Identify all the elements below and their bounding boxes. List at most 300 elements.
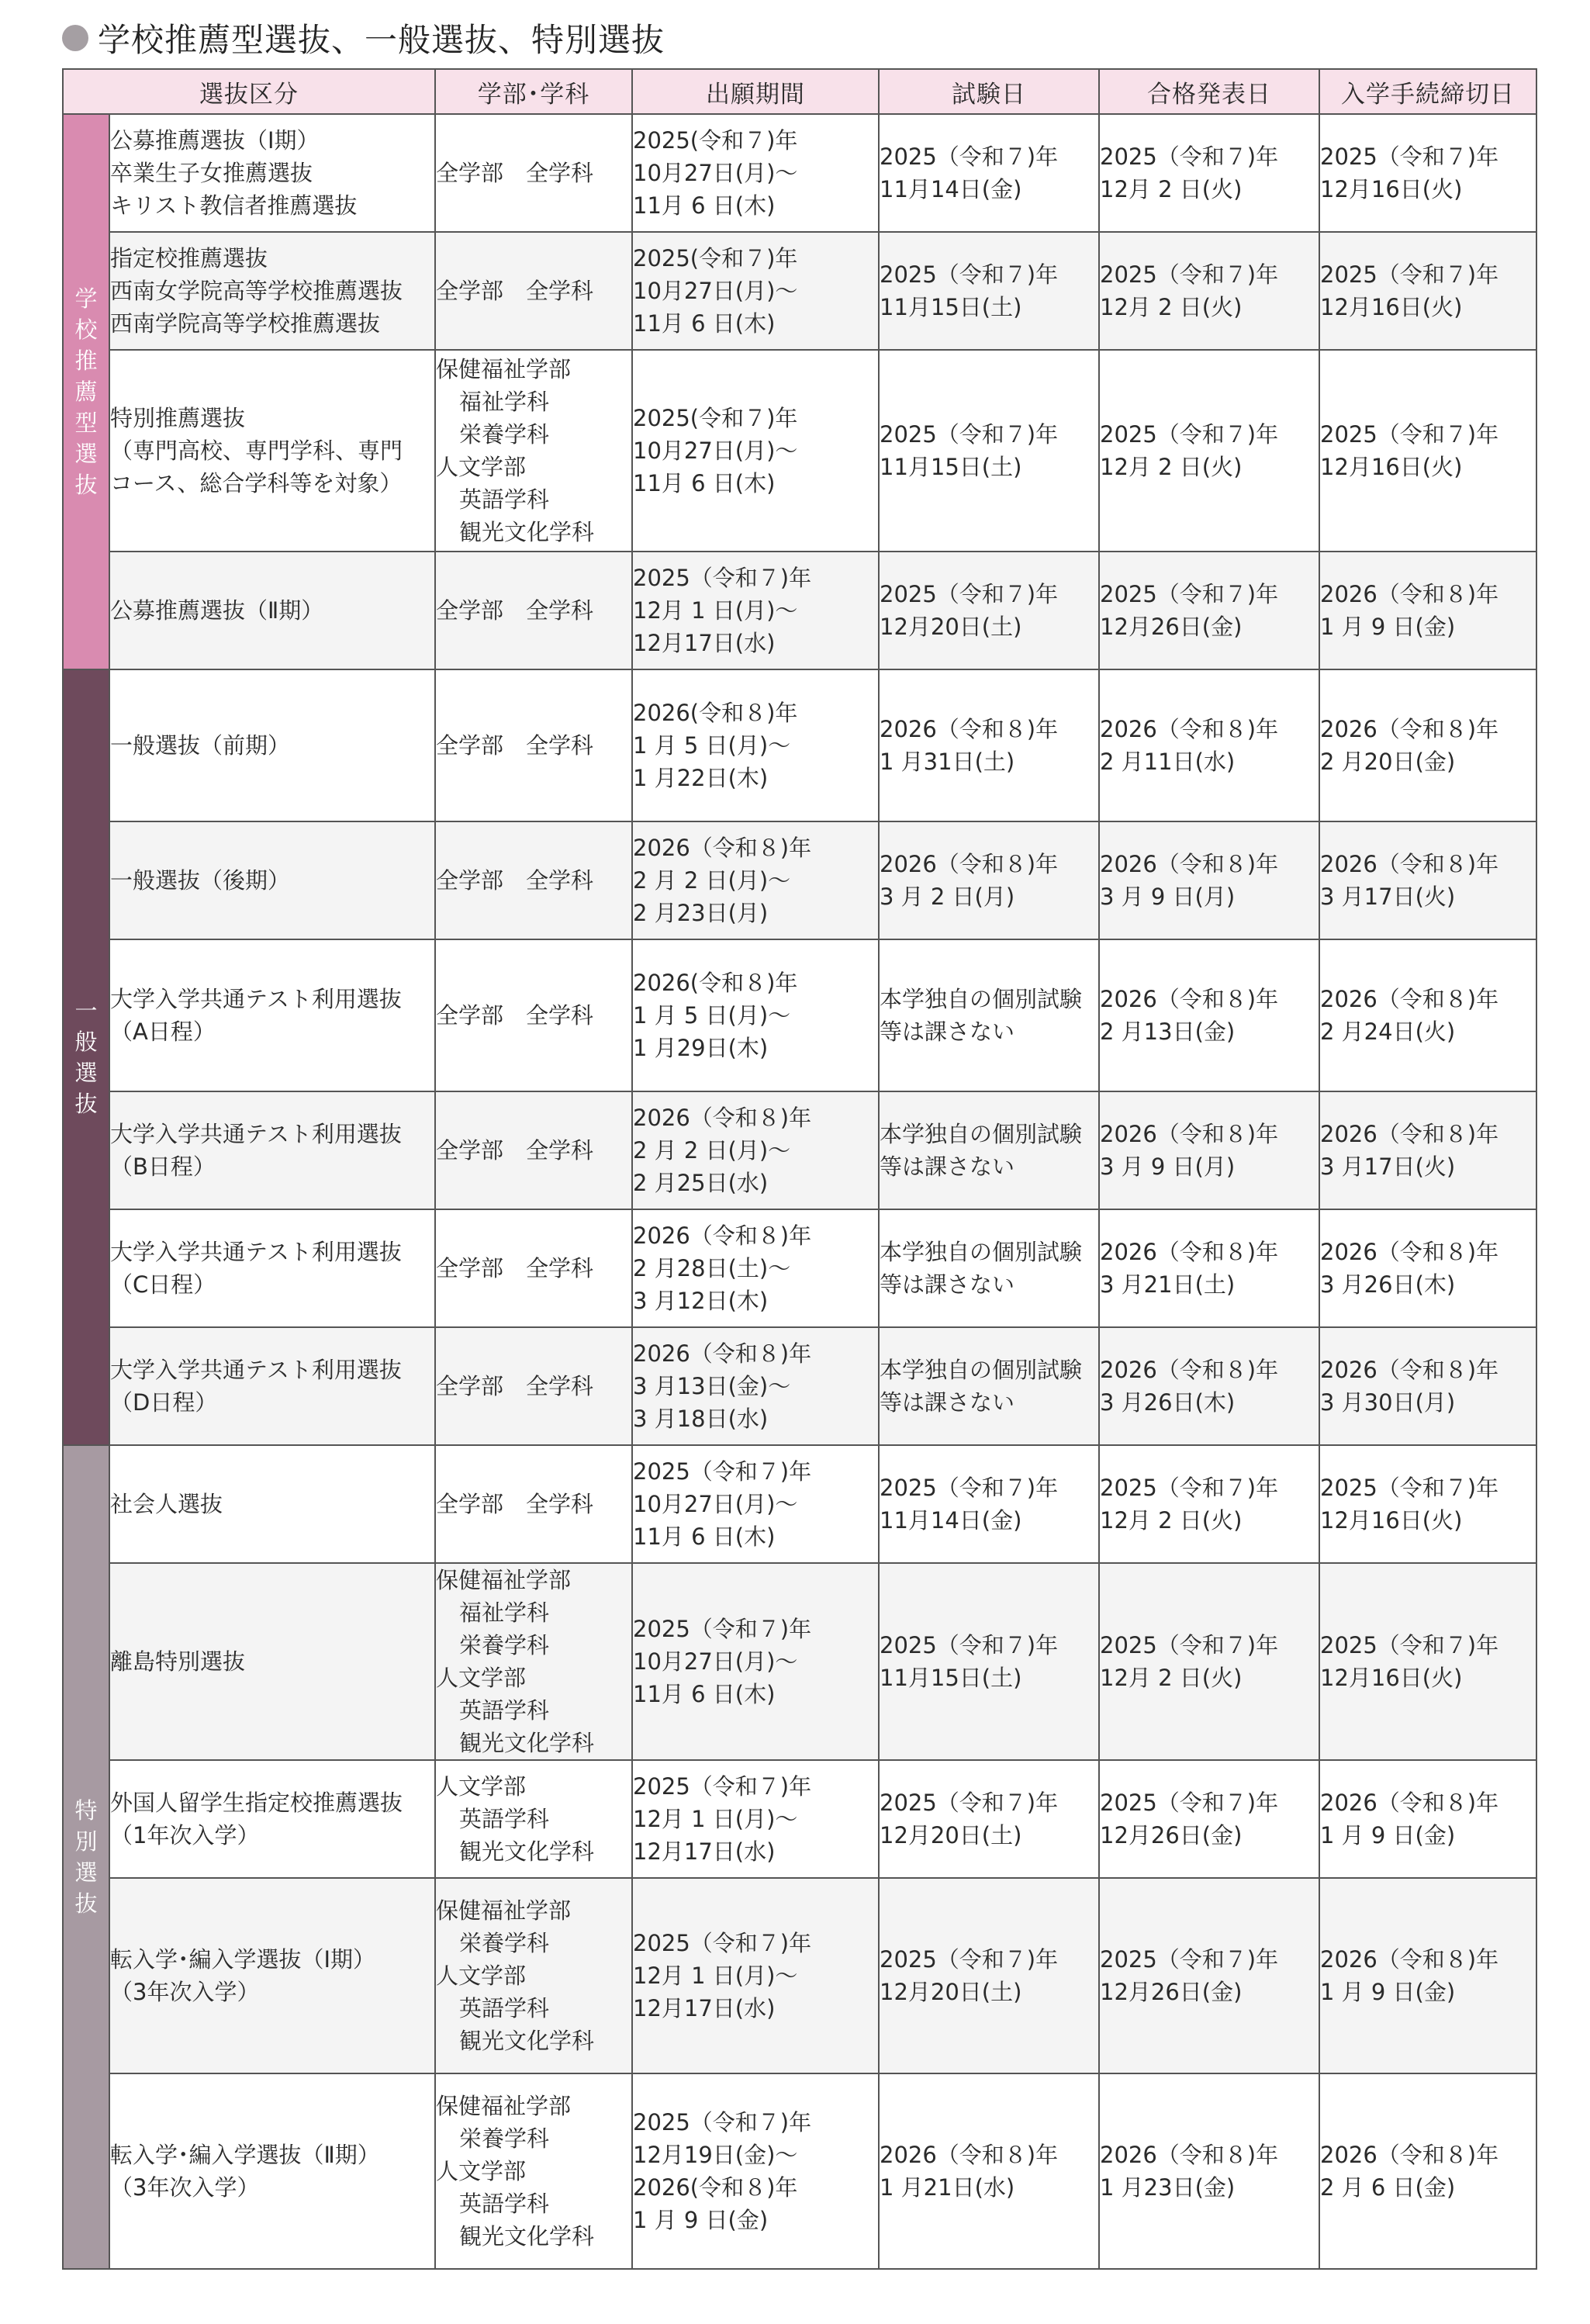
- cell-line: 保健福祉学部: [436, 1567, 572, 1593]
- cell-line: 2026(令和８)年: [633, 700, 798, 726]
- cell-line: 2025（令和７)年: [1100, 1475, 1279, 1501]
- enrollment-deadline-cell: [1319, 232, 1536, 350]
- application-period-cell: [632, 1878, 879, 2073]
- cell-line: 12月26日(金): [1100, 1822, 1243, 1848]
- application-period-cell: [632, 350, 879, 552]
- announcement-date-cell: [1099, 1563, 1319, 1760]
- cell-line: 2025（令和７)年: [633, 1930, 812, 1956]
- cell-line: 2025（令和７)年: [1320, 261, 1499, 288]
- cell-line: 12月 1 日(月)～: [633, 1963, 798, 1989]
- exam-date-cell: [879, 114, 1099, 232]
- cell-line: 2025（令和７)年: [1320, 421, 1499, 448]
- table-row: [63, 232, 1536, 350]
- exam-date-cell: [879, 1760, 1099, 1878]
- cell-line: 人文学部: [436, 2158, 527, 2184]
- cell-line: （3年次入学）: [110, 2174, 260, 2201]
- announcement-date-cell: [1099, 1445, 1319, 1563]
- cell-line: 保健福祉学部: [436, 356, 572, 382]
- table-row: [63, 1760, 1536, 1878]
- cell-line: 3 月 2 日(月): [880, 884, 1015, 910]
- cell-line: 観光文化学科: [459, 2223, 595, 2250]
- department-cell: [435, 1327, 632, 1445]
- page-title: [62, 11, 665, 65]
- announcement-date-cell: [1099, 114, 1319, 232]
- announcement-date-cell: [1099, 1878, 1319, 2073]
- department-cell: [435, 1760, 632, 1878]
- cell-line: 2025（令和７)年: [880, 1946, 1059, 1973]
- enrollment-deadline-cell: [1319, 552, 1536, 669]
- selection-name-cell: [109, 939, 435, 1091]
- cell-line: 公募推薦選抜（Ⅱ期）: [110, 597, 324, 624]
- cell-line: 人文学部: [436, 1963, 527, 1989]
- cell-line: 2026（令和８)年: [1320, 1121, 1499, 1147]
- selection-name-cell: [109, 350, 435, 552]
- cell-line: 2025（令和７)年: [633, 1616, 812, 1642]
- selection-name-cell: [109, 1327, 435, 1445]
- enrollment-deadline-cell: [1319, 114, 1536, 232]
- cell-line: 全学部 全学科: [436, 867, 594, 894]
- department-cell: [435, 939, 632, 1091]
- category-school: [63, 114, 109, 669]
- application-period-cell: [632, 1327, 879, 1445]
- cell-line: 2 月 2 日(月)～: [633, 867, 791, 894]
- cell-line: 外国人留学生指定校推薦選抜: [110, 1790, 403, 1816]
- cell-line: 2026（令和８)年: [1320, 1239, 1499, 1265]
- enrollment-deadline-cell: [1319, 821, 1536, 939]
- department-cell: [435, 114, 632, 232]
- cell-line: 2 月 6 日(金): [1320, 2174, 1456, 2201]
- cell-line: 保健福祉学部: [436, 2093, 572, 2119]
- exam-date-cell: [879, 552, 1099, 669]
- exam-date-cell: [879, 1091, 1099, 1209]
- header-announcement-date: 合格発表日: [1099, 69, 1319, 114]
- cell-line: 2026（令和８)年: [633, 1223, 812, 1249]
- cell-line: 特別推薦選抜: [110, 405, 246, 431]
- cell-line: 10月27日(月)～: [633, 160, 798, 186]
- application-period-cell: [632, 669, 879, 821]
- enrollment-deadline-cell: [1319, 1445, 1536, 1563]
- department-cell: [435, 1445, 632, 1563]
- cell-line: 3 月21日(土): [1100, 1271, 1236, 1298]
- application-period-cell: [632, 1209, 879, 1327]
- cell-line: 11月15日(土): [880, 1665, 1022, 1691]
- selection-name-cell: [109, 1878, 435, 2073]
- bullet-circle-icon: [62, 25, 88, 51]
- selection-name-cell: [109, 1209, 435, 1327]
- cell-line: 2026（令和８)年: [1100, 1357, 1279, 1383]
- cell-line: （C日程）: [110, 1271, 216, 1298]
- enrollment-deadline-cell: [1319, 669, 1536, 821]
- table-header-row: [63, 69, 1536, 114]
- cell-line: 2025（令和７)年: [1100, 1632, 1279, 1658]
- cell-line: 2026（令和８)年: [1320, 1790, 1499, 1816]
- enrollment-deadline-cell: [1319, 1209, 1536, 1327]
- cell-line: 全学部 全学科: [436, 278, 594, 304]
- cell-line: 栄養学科: [459, 2125, 550, 2152]
- cell-line: 10月27日(月)～: [633, 437, 798, 464]
- cell-line: 2025（令和７)年: [1100, 421, 1279, 448]
- category-special: [63, 1445, 109, 2269]
- cell-line: 2025（令和７)年: [1100, 1946, 1279, 1973]
- cell-line: 1 月 9 日(金): [1320, 1822, 1456, 1848]
- selection-name-cell: [109, 1091, 435, 1209]
- cell-line: 2025（令和７)年: [633, 1458, 812, 1485]
- cell-line: 12月20日(土): [880, 614, 1022, 640]
- page-title-text: 学校推薦型選抜、一般選抜、特別選抜: [98, 21, 665, 59]
- cell-line: 等は課さない: [880, 1271, 1015, 1298]
- enrollment-deadline-cell: [1319, 350, 1536, 552]
- announcement-date-cell: [1099, 350, 1319, 552]
- cell-line: 2026（令和８)年: [1320, 716, 1499, 742]
- cell-line: 2025(令和７)年: [633, 405, 798, 431]
- cell-line: （B日程）: [110, 1153, 216, 1180]
- announcement-date-cell: [1099, 232, 1319, 350]
- application-period-cell: [632, 552, 879, 669]
- selection-name-cell: [109, 1563, 435, 1760]
- cell-line: 卒業生子女推薦選抜: [110, 160, 313, 186]
- cell-line: 12月17日(水): [633, 1995, 776, 2021]
- cell-line: 2 月25日(水): [633, 1170, 769, 1196]
- cell-line: 等は課さない: [880, 1389, 1015, 1416]
- cell-line: 英語学科: [459, 2191, 550, 2217]
- cell-line: 離島特別選抜: [110, 1648, 246, 1675]
- cell-line: 2026（令和８)年: [1320, 1946, 1499, 1973]
- cell-line: 一般選抜（前期）: [110, 732, 291, 759]
- cell-line: 2 月11日(水): [1100, 749, 1236, 775]
- selection-name-cell: [109, 232, 435, 350]
- cell-line: 12月20日(土): [880, 1822, 1022, 1848]
- cell-line: 人文学部: [436, 1665, 527, 1691]
- cell-line: 12月16日(火): [1320, 176, 1463, 202]
- cell-line: 3 月13日(金)～: [633, 1373, 791, 1399]
- category-label: 学校推薦型選抜: [74, 285, 98, 498]
- cell-line: 全学部 全学科: [436, 160, 594, 186]
- cell-line: 本学独自の個別試験: [880, 1239, 1083, 1265]
- cell-line: 福祉学科: [459, 389, 550, 415]
- enrollment-deadline-cell: [1319, 1760, 1536, 1878]
- exam-date-cell: [879, 1209, 1099, 1327]
- exam-date-cell: [879, 350, 1099, 552]
- table-row: [63, 2073, 1536, 2269]
- cell-line: 2026（令和８)年: [633, 835, 812, 861]
- cell-line: 全学部 全学科: [436, 1137, 594, 1164]
- cell-line: 2026（令和８)年: [880, 2142, 1059, 2168]
- cell-line: 2026（令和８)年: [1100, 986, 1279, 1012]
- table-row: [63, 350, 1536, 552]
- cell-line: 1 月21日(水): [880, 2174, 1015, 2201]
- cell-line: （D日程）: [110, 1389, 218, 1416]
- cell-line: 11月15日(土): [880, 294, 1022, 320]
- cell-line: 2025（令和７)年: [1100, 144, 1279, 170]
- cell-line: 2 月24日(火): [1320, 1018, 1456, 1045]
- cell-line: 保健福祉学部: [436, 1897, 572, 1924]
- cell-line: 1 月22日(木): [633, 765, 769, 791]
- enrollment-deadline-cell: [1319, 939, 1536, 1091]
- cell-line: 英語学科: [459, 486, 550, 513]
- cell-line: 2026(令和８)年: [633, 2174, 798, 2201]
- cell-line: 2025（令和７)年: [880, 1790, 1059, 1816]
- cell-line: 人文学部: [436, 1773, 527, 1800]
- cell-line: 11月 6 日(木): [633, 310, 776, 337]
- cell-line: （3年次入学）: [110, 1979, 260, 2005]
- cell-line: 12月19日(金)～: [633, 2142, 798, 2168]
- cell-line: 2025（令和７)年: [1320, 1475, 1499, 1501]
- cell-line: 10月27日(月)～: [633, 1648, 798, 1675]
- exam-date-cell: [879, 1445, 1099, 1563]
- header-exam-date: 試験日: [879, 69, 1099, 114]
- cell-line: 2026（令和８)年: [1100, 716, 1279, 742]
- cell-line: 2025(令和７)年: [633, 127, 798, 154]
- cell-line: 1 月 9 日(金): [633, 2207, 769, 2233]
- cell-line: 2026（令和８)年: [1320, 986, 1499, 1012]
- cell-line: 2025（令和７)年: [633, 565, 812, 591]
- announcement-date-cell: [1099, 821, 1319, 939]
- cell-line: 英語学科: [459, 1995, 550, 2021]
- department-cell: [435, 1209, 632, 1327]
- cell-line: 等は課さない: [880, 1153, 1015, 1180]
- cell-line: 2025（令和７)年: [1320, 1632, 1499, 1658]
- cell-line: 1 月 5 日(月)～: [633, 1002, 791, 1029]
- cell-line: 1 月31日(土): [880, 749, 1015, 775]
- cell-line: 12月 2 日(火): [1100, 1665, 1243, 1691]
- application-period-cell: [632, 939, 879, 1091]
- table-row: [63, 1445, 1536, 1563]
- application-period-cell: [632, 1445, 879, 1563]
- cell-line: 10月27日(月)～: [633, 1491, 798, 1517]
- cell-line: 転入学･編入学選抜（Ⅰ期）: [110, 1946, 376, 1973]
- cell-line: 英語学科: [459, 1806, 550, 1832]
- exam-date-cell: [879, 232, 1099, 350]
- cell-line: 2025（令和７)年: [1320, 144, 1499, 170]
- application-period-cell: [632, 821, 879, 939]
- announcement-date-cell: [1099, 552, 1319, 669]
- cell-line: 全学部 全学科: [436, 597, 594, 624]
- exam-date-cell: [879, 1563, 1099, 1760]
- cell-line: 2 月 2 日(月)～: [633, 1137, 791, 1164]
- announcement-date-cell: [1099, 1091, 1319, 1209]
- cell-line: 1 月23日(金): [1100, 2174, 1236, 2201]
- exam-date-cell: [879, 1878, 1099, 2073]
- cell-line: 2026（令和８)年: [1320, 851, 1499, 877]
- cell-line: 2026（令和８)年: [633, 1105, 812, 1131]
- enrollment-deadline-cell: [1319, 2073, 1536, 2269]
- cell-line: 3 月17日(火): [1320, 884, 1456, 910]
- cell-line: 福祉学科: [459, 1599, 550, 1626]
- department-cell: [435, 1091, 632, 1209]
- cell-line: 栄養学科: [459, 1632, 550, 1658]
- cell-line: 2026（令和８)年: [633, 1340, 812, 1367]
- category-general: [63, 669, 109, 1445]
- announcement-date-cell: [1099, 1209, 1319, 1327]
- cell-line: 11月14日(金): [880, 176, 1022, 202]
- enrollment-deadline-cell: [1319, 1091, 1536, 1209]
- cell-line: 2 月23日(月): [633, 900, 769, 926]
- announcement-date-cell: [1099, 2073, 1319, 2269]
- cell-line: 11月15日(土): [880, 454, 1022, 480]
- cell-line: 3 月12日(木): [633, 1288, 769, 1314]
- cell-line: 2025（令和７)年: [880, 1475, 1059, 1501]
- department-cell: [435, 232, 632, 350]
- table-row: [63, 1563, 1536, 1760]
- cell-line: 2025（令和７)年: [880, 421, 1059, 448]
- cell-line: 大学入学共通テスト利用選抜: [110, 1239, 402, 1265]
- cell-line: 大学入学共通テスト利用選抜: [110, 1121, 402, 1147]
- cell-line: 3 月 9 日(月): [1100, 1153, 1236, 1180]
- selection-name-cell: [109, 1445, 435, 1563]
- announcement-date-cell: [1099, 1327, 1319, 1445]
- announcement-date-cell: [1099, 1760, 1319, 1878]
- enrollment-deadline-cell: [1319, 1563, 1536, 1760]
- announcement-date-cell: [1099, 939, 1319, 1091]
- cell-line: 英語学科: [459, 1697, 550, 1724]
- cell-line: 全学部 全学科: [436, 1373, 594, 1399]
- department-cell: [435, 350, 632, 552]
- department-cell: [435, 2073, 632, 2269]
- cell-line: 11月 6 日(木): [633, 1523, 776, 1550]
- table-row: [63, 552, 1536, 669]
- cell-line: 12月17日(水): [633, 630, 776, 656]
- cell-line: 全学部 全学科: [436, 1255, 594, 1281]
- cell-line: 全学部 全学科: [436, 1002, 594, 1029]
- cell-line: （専門高校、専門学科、専門: [110, 437, 403, 464]
- table-row: [63, 1091, 1536, 1209]
- application-period-cell: [632, 2073, 879, 2269]
- cell-line: 11月 6 日(木): [633, 470, 776, 496]
- cell-line: 全学部 全学科: [436, 732, 594, 759]
- cell-line: 12月16日(火): [1320, 1665, 1463, 1691]
- cell-line: 大学入学共通テスト利用選抜: [110, 986, 402, 1012]
- schedule-table: [62, 68, 1537, 2270]
- application-period-cell: [632, 232, 879, 350]
- application-period-cell: [632, 1563, 879, 1760]
- cell-line: 2 月13日(金): [1100, 1018, 1236, 1045]
- selection-name-cell: [109, 114, 435, 232]
- department-cell: [435, 1878, 632, 2073]
- exam-date-cell: [879, 1327, 1099, 1445]
- selection-name-cell: [109, 552, 435, 669]
- cell-line: 西南学院高等学校推薦選抜: [110, 310, 381, 337]
- cell-line: 西南女学院高等学校推薦選抜: [110, 278, 403, 304]
- cell-line: 12月17日(水): [633, 1838, 776, 1865]
- cell-line: 12月 2 日(火): [1100, 176, 1243, 202]
- cell-line: 2026（令和８)年: [1320, 2142, 1499, 2168]
- table-row: [63, 669, 1536, 821]
- cell-line: 2026（令和８)年: [1320, 1357, 1499, 1383]
- announcement-date-cell: [1099, 669, 1319, 821]
- cell-line: 12月26日(金): [1100, 1979, 1243, 2005]
- cell-line: （A日程）: [110, 1018, 216, 1045]
- cell-line: 2026（令和８)年: [1100, 2142, 1279, 2168]
- cell-line: 2025（令和７)年: [880, 581, 1059, 607]
- cell-line: 2025（令和７)年: [1100, 261, 1279, 288]
- cell-line: 12月 1 日(月)～: [633, 597, 798, 624]
- cell-line: 観光文化学科: [459, 1730, 595, 1756]
- cell-line: 2026（令和８)年: [1100, 1239, 1279, 1265]
- cell-line: 本学独自の個別試験: [880, 1357, 1083, 1383]
- cell-line: 一般選抜（後期）: [110, 867, 291, 894]
- cell-line: 12月 2 日(火): [1100, 1507, 1243, 1534]
- cell-line: 本学独自の個別試験: [880, 1121, 1083, 1147]
- cell-line: 12月20日(土): [880, 1979, 1022, 2005]
- cell-line: 公募推薦選抜（Ⅰ期）: [110, 127, 320, 154]
- header-application-period: 出願期間: [632, 69, 879, 114]
- cell-line: 観光文化学科: [459, 1838, 595, 1865]
- cell-line: 12月16日(火): [1320, 454, 1463, 480]
- application-period-cell: [632, 114, 879, 232]
- table-row: [63, 1327, 1536, 1445]
- application-period-cell: [632, 1091, 879, 1209]
- cell-line: 2025（令和７)年: [633, 2109, 812, 2136]
- selection-name-cell: [109, 821, 435, 939]
- cell-line: 12月16日(火): [1320, 294, 1463, 320]
- cell-line: 社会人選抜: [110, 1491, 223, 1517]
- cell-line: 11月14日(金): [880, 1507, 1022, 1534]
- cell-line: 2026（令和８)年: [880, 851, 1059, 877]
- cell-line: 指定校推薦選抜: [110, 245, 268, 271]
- cell-line: 2 月28日(土)～: [633, 1255, 791, 1281]
- selection-name-cell: [109, 669, 435, 821]
- cell-line: 2025（令和７)年: [1100, 1790, 1279, 1816]
- cell-line: 10月27日(月)～: [633, 278, 798, 304]
- cell-line: 1 月 9 日(金): [1320, 614, 1456, 640]
- cell-line: 2025（令和７)年: [880, 1632, 1059, 1658]
- cell-line: 2025（令和７)年: [880, 144, 1059, 170]
- header-dept: 学部･学科: [435, 69, 632, 114]
- table-row: [63, 114, 1536, 232]
- cell-line: 3 月17日(火): [1320, 1153, 1456, 1180]
- cell-line: 本学独自の個別試験: [880, 986, 1083, 1012]
- category-label: 一般選抜: [74, 997, 98, 1117]
- cell-line: 12月 1 日(月)～: [633, 1806, 798, 1832]
- cell-line: キリスト教信者推薦選抜: [110, 192, 358, 219]
- department-cell: [435, 821, 632, 939]
- department-cell: [435, 669, 632, 821]
- cell-line: 転入学･編入学選抜（Ⅱ期）: [110, 2142, 380, 2168]
- table-row: [63, 821, 1536, 939]
- cell-line: 1 月 5 日(月)～: [633, 732, 791, 759]
- cell-line: 11月 6 日(木): [633, 192, 776, 219]
- cell-line: 人文学部: [436, 454, 527, 480]
- table-row: [63, 939, 1536, 1091]
- cell-line: 12月26日(金): [1100, 614, 1243, 640]
- cell-line: 12月 2 日(火): [1100, 294, 1243, 320]
- category-label: 特別選抜: [74, 1797, 98, 1917]
- cell-line: 3 月26日(木): [1100, 1389, 1236, 1416]
- enrollment-deadline-cell: [1319, 1878, 1536, 2073]
- cell-line: 3 月18日(水): [633, 1406, 769, 1432]
- selection-name-cell: [109, 2073, 435, 2269]
- selection-name-cell: [109, 1760, 435, 1878]
- exam-date-cell: [879, 2073, 1099, 2269]
- cell-line: 2025（令和７)年: [1100, 581, 1279, 607]
- exam-date-cell: [879, 669, 1099, 821]
- exam-date-cell: [879, 821, 1099, 939]
- cell-line: 等は課さない: [880, 1018, 1015, 1045]
- cell-line: 3 月26日(木): [1320, 1271, 1456, 1298]
- cell-line: 12月 2 日(火): [1100, 454, 1243, 480]
- cell-line: コース、総合学科等を対象）: [110, 470, 403, 496]
- exam-date-cell: [879, 939, 1099, 1091]
- cell-line: 2026(令和８)年: [633, 970, 798, 996]
- cell-line: 大学入学共通テスト利用選抜: [110, 1357, 402, 1383]
- header-enrollment-deadline: 入学手続締切日: [1319, 69, 1536, 114]
- table-row: [63, 1878, 1536, 2073]
- cell-line: 全学部 全学科: [436, 1491, 594, 1517]
- cell-line: 2025（令和７)年: [633, 1773, 812, 1800]
- department-cell: [435, 552, 632, 669]
- enrollment-deadline-cell: [1319, 1327, 1536, 1445]
- cell-line: 2026（令和８)年: [880, 716, 1059, 742]
